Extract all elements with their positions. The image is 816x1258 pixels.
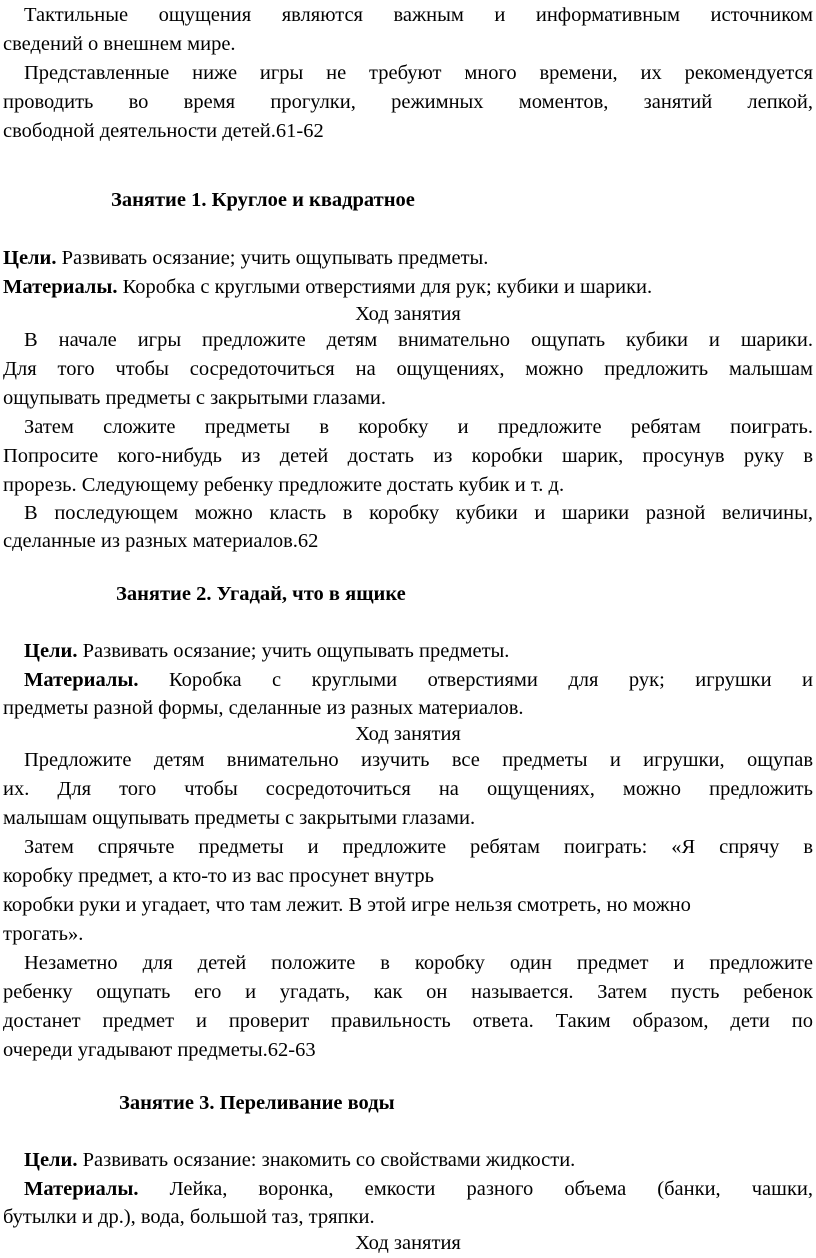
process-heading: Ход занятия	[355, 1232, 461, 1254]
paragraph-line: коробку предмет, а кто-то из вас просунет внутрь	[3, 865, 434, 887]
paragraph-line: Затем сложите предметы в коробку и предложите ребятам поиграть.	[24, 416, 813, 438]
process-heading: Ход занятия	[355, 303, 461, 325]
process-heading: Ход занятия	[355, 723, 461, 745]
goals-label: Цели.	[24, 1149, 78, 1171]
paragraph-line: ребенку ощупать его и угадать, как он называется. Затем пусть ребенок	[3, 981, 813, 1003]
paragraph-line: сделанные из разных материалов.62	[3, 530, 319, 552]
paragraph-line: ощупывать предметы с закрытыми глазами.	[3, 387, 387, 409]
intro-line: Представленные ниже игры не требуют много времени, их рекомендуется	[24, 62, 813, 84]
materials-text: Коробка с круглыми отверстиями для рук; игрушки и	[169, 669, 813, 691]
lesson-materials	[3, 1175, 813, 1204]
materials-text: предметы разной формы, сделанные из разных материалов.	[3, 697, 524, 719]
paragraph-line: малышам ощупывать предметы с закрытыми глазами.	[3, 807, 476, 829]
lesson-title: Занятие 3. Переливание воды	[119, 1092, 395, 1114]
paragraph-line: Незаметно для детей положите в коробку один предмет и предложите	[24, 952, 813, 974]
paragraph-line: Попросите кого-нибудь из детей достать из коробки шарик, просунув руку в	[3, 445, 813, 467]
paragraph-line: прорезь. Следующему ребенку предложите достать кубик и т. д.	[3, 474, 565, 496]
goals-label: Цели.	[24, 640, 78, 662]
intro-line: сведений о внешнем мире.	[3, 33, 236, 55]
lesson-materials	[3, 273, 813, 302]
materials-text: бутылки и др.), вода, большой таз, тряпки.	[3, 1206, 375, 1228]
paragraph-line: В начале игры предложите детям внимательно ощупать кубики и шарики.	[24, 329, 813, 351]
lesson-goals	[3, 244, 813, 273]
lesson-goals	[3, 1146, 816, 1175]
paragraph-line: В последующем можно класть в коробку кубики и шарики разной величины,	[24, 502, 813, 524]
materials-label: Материалы.	[24, 1178, 139, 1200]
lesson-title: Занятие 2. Угадай, что в ящике	[116, 583, 406, 605]
materials-text: Лейка, воронка, емкости разного объема (банки, чашки,	[169, 1178, 813, 1200]
paragraph-line: очереди угадывают предметы.62-63	[3, 1039, 316, 1061]
paragraph-line: Предложите детям внимательно изучить все предметы и игрушки, ощупав	[24, 749, 813, 771]
intro-line: Тактильные ощущения являются важным и информативным источником	[24, 4, 813, 26]
intro-line: свободной деятельности детей.61-62	[3, 120, 324, 142]
goals-label: Цели.	[3, 247, 57, 269]
lesson-goals	[3, 637, 816, 666]
materials-label: Материалы.	[3, 276, 118, 298]
goals-text: Развивать осязание; учить ощупывать предметы.	[82, 640, 510, 662]
paragraph-line: коробки руки и угадает, что там лежит. В этой игре нельзя смотреть, но можно	[3, 894, 691, 916]
goals-text: Развивать осязание: знакомить со свойствами жидкости.	[82, 1149, 576, 1171]
materials-label: Материалы.	[24, 669, 139, 691]
paragraph-line: Затем спрячьте предметы и предложите ребятам поиграть: «Я спрячу в	[24, 836, 813, 858]
goals-text: Развивать осязание; учить ощупывать предметы.	[61, 247, 489, 269]
paragraph-line: Для того чтобы сосредоточиться на ощущениях, можно предложить малышам	[3, 358, 813, 380]
paragraph-line: достанет предмет и проверит правильность ответа. Таким образом, дети по	[3, 1010, 813, 1032]
lesson-materials	[3, 666, 813, 695]
paragraph-line: трогать».	[3, 923, 84, 945]
lesson-title: Занятие 1. Круглое и квадратное	[111, 189, 415, 211]
paragraph-line: их. Для того чтобы сосредоточиться на ощущениях, можно предложить	[3, 778, 813, 800]
materials-text: Коробка с круглыми отверстиями для рук; кубики и шарики.	[122, 276, 653, 298]
intro-line: проводить во время прогулки, режимных моментов, занятий лепкой,	[3, 91, 813, 113]
